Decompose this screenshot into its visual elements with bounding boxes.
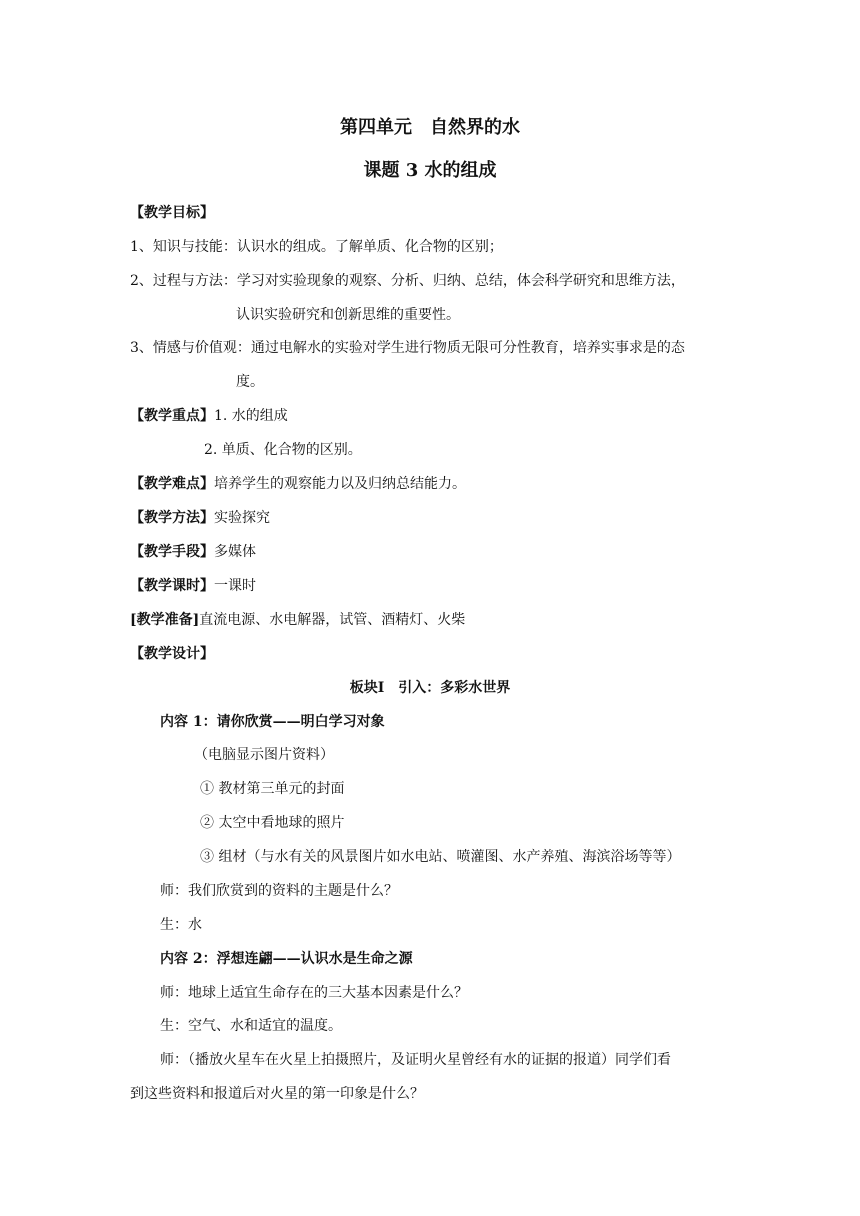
prep-text: 直流电源、水电解器，试管、酒精灯、火柴: [199, 612, 466, 628]
list-item: ③ 组材（与水有关的风景图片如水电站、喷灌图、水产养殖、海滨浴场等等）: [200, 849, 681, 865]
hours-row: [130, 576, 256, 596]
difficulty-label: 【教学难点】: [130, 476, 214, 492]
prep-label: [教学准备]: [130, 612, 200, 628]
means-text: 多媒体: [214, 544, 256, 560]
prep-row: [130, 610, 465, 630]
section-title: 板块Ⅰ 引入：多彩水世界: [349, 680, 511, 696]
objective-item-1: 1、知识与技能：认识水的组成。了解单质、化合物的区别；: [130, 239, 503, 255]
means-label: 【教学手段】: [130, 544, 214, 560]
objectives-label: 【教学目标】: [130, 205, 214, 221]
key-point-2: 2. 单质、化合物的区别。: [204, 442, 362, 458]
key-points-label: 【教学重点】: [130, 408, 214, 424]
list-item: ① 教材第三单元的封面: [200, 781, 345, 797]
unit-title: 第四单元 自然界的水: [340, 117, 520, 138]
lesson-title: 课题 3 水的组成: [363, 160, 497, 181]
display-note: （电脑显示图片资料）: [194, 747, 334, 763]
objective-item-3-cont: 度。: [236, 374, 264, 390]
method-text: 实验探究: [214, 510, 270, 526]
design-label: 【教学设计】: [130, 646, 214, 662]
method-row: [130, 508, 270, 528]
objective-item-3: 3、情感与价值观：通过电解水的实验对学生进行物质无限可分性教育，培养实事求是的态: [130, 340, 685, 356]
student-answer-1: 生：水: [160, 917, 202, 933]
hours-text: 一课时: [214, 578, 256, 594]
difficulty-row: [130, 474, 466, 494]
objective-item-2-cont: 认识实验研究和创新思维的重要性。: [236, 307, 460, 323]
content-2-title: 内容 2：浮想连翩——认识水是生命之源: [160, 951, 413, 967]
key-points-row: [130, 406, 288, 426]
content-1-title: 内容 1：请你欣赏——明白学习对象: [160, 714, 385, 730]
teacher-question-2: 师：地球上适宜生命存在的三大基本因素是什么？: [160, 985, 468, 1001]
objective-item-2: 2、过程与方法：学习对实验现象的观察、分析、归纳、总结，体会科学研究和思维方法，: [130, 273, 685, 289]
teacher-question-3: 师：（播放火星车在火星上拍摄照片，及证明火星曾经有水的证据的报道）同学们看: [160, 1052, 671, 1068]
difficulty-text: 培养学生的观察能力以及归纳总结能力。: [214, 476, 466, 492]
means-row: [130, 542, 256, 562]
key-point-1: 1. 水的组成: [214, 408, 288, 424]
list-item: ② 太空中看地球的照片: [200, 815, 345, 831]
student-answer-2: 生：空气、水和适宜的温度。: [160, 1018, 342, 1034]
teacher-question-1: 师：我们欣赏到的资料的主题是什么？: [160, 883, 398, 899]
method-label: 【教学方法】: [130, 510, 214, 526]
teacher-question-3-cont: 到这些资料和报道后对火星的第一印象是什么？: [130, 1086, 424, 1102]
hours-label: 【教学课时】: [130, 578, 214, 594]
